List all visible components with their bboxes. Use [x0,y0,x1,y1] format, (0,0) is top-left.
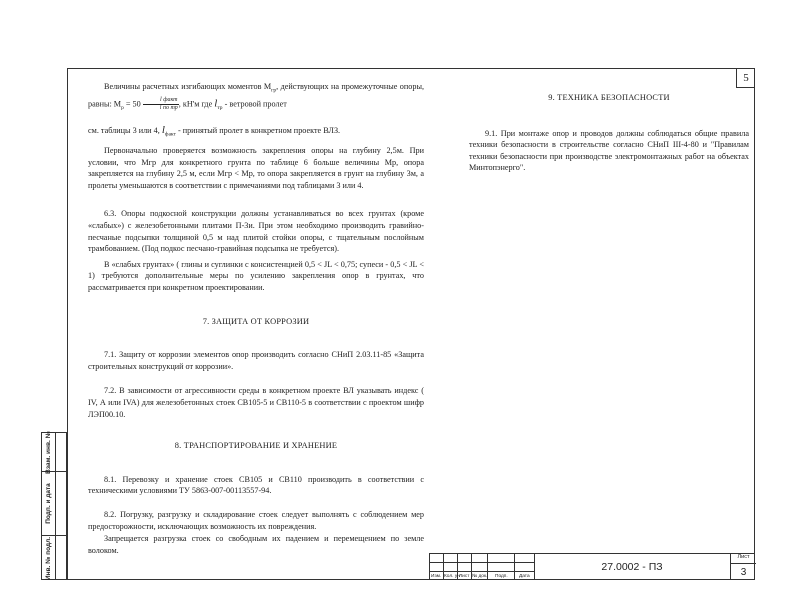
formula-fraction [143,97,179,112]
paragraph-moments [88,81,424,115]
grid-col-label: Дата [519,574,530,579]
title-block-grid [429,553,535,580]
side-stamp-cell-podp [42,471,55,536]
heading-section-8: 8. ТРАНСПОРТИРОВАНИЕ И ХРАНЕНИЕ [174,441,338,451]
subscript: гр [271,87,277,94]
side-stamp-value-podp [55,471,68,536]
grid-col-label: Кол. уч [444,574,460,579]
formula-symbol: l [161,123,165,136]
title-block [429,553,755,580]
grid-col-label: № док. [472,574,488,579]
sheet-label: Лист [737,554,750,560]
paragraph-8-1: 8.1. Перевозку и хранение стоек СВ105 и СВ110 производить в соответствии с техническими условиями ТУ 5863-007-00113557-94. [88,474,424,496]
fraction-numerator: l факт [143,97,179,105]
side-stamp-inv-label: Инв. № подл. [45,536,53,580]
paragraph-7-2: 7.2. В зависимости от агрессивности среды в конкретном проекте ВЛ указывать индекс ( IV, А или IVA) для железобетонных стоек СВ105-5 и СВ110-5 в соответствии с проектом шифр ЛЭП00.10. [88,386,424,419]
text-fragment: = 50 [123,99,141,109]
text-fragment: - ветровой пролет [224,99,287,109]
grid-col-doc [472,553,488,580]
paragraph-weak-soils: В «слабых грунтах» ( глины и суглинки с консистенцией 0,5 < JL < 0,75; супеси - 0,5 < JL < 1) требуются дополнительные меры по усилению закрепления опор в грунтах, что рассматривается при конкретном проектировании. [88,259,424,293]
subscript: тр [217,105,223,112]
text-fragment: Величины расчетных изгибающих моментов М [104,82,272,91]
sheet-number: 3 [731,563,756,581]
right-column [469,92,749,174]
text-fragment: см. таблицы 3 или 4, [88,125,160,135]
text-fragment: - принятый пролет в конкретном проекте ВЛЗ. [177,125,341,135]
side-stamp-labels [42,430,56,580]
subscript: факт [164,131,176,138]
grid-col-kol [444,553,458,580]
text-fragment: , действующих на промежуточные опоры, равны: М [88,82,424,109]
side-stamp-cell-inv [42,535,55,581]
page-number: 5 [736,68,755,88]
side-stamp-values [55,433,68,579]
grid-col-izm [430,553,444,580]
grid-col-label: Подп. [495,574,508,579]
grid-col-list [458,553,472,580]
paragraph-span-note [88,125,424,141]
paragraph-7-1: 7.1. Защиту от коррозии элементов опор производить согласно СНиП 2.03.11-85 «Защита строительных конструкций от коррозии». [88,350,424,371]
grid-col-data [515,553,535,580]
sheet-box [730,553,756,580]
document-code: 27.0002 - ПЗ [534,553,729,580]
side-stamp-podp-label: Подп. и дата [45,482,52,524]
left-column [88,78,424,556]
heading-section-7: 7. ЗАЩИТА ОТ КОРРОЗИИ [202,316,310,326]
formula-symbol: l [214,97,218,110]
paragraph-9-1: 9.1. При монтаже опор и проводов должны соблюдаться общие правила техники безопасности в строительстве согласно СНиП III-4-80 и "Правилам техники безопасности при производстве электромонтажных работ на объектах Минтопэнерго". [469,128,749,173]
grid-col-podp [488,553,515,580]
grid-col-label: Лист [459,574,470,579]
side-stamp-cell-vzam [42,430,55,474]
grid-col-label: Изм. [431,574,442,579]
subscript: р [121,105,124,112]
heading-section-9: 9. ТЕХНИКА БЕЗОПАСНОСТИ [548,93,670,102]
fraction-denominator: l по тр [159,105,178,112]
paragraph-fixing: Первоначально проверяется возможность закрепления опоры на глубину 2,5м. При условии, что Мгр для конкретного грунта по таблице 6 больше величины Мр, опора закрепляется на глубину 2,5 м, если Мгр < Мр, то опора закрепляется в грунт на глубину 3м, а пролеты уменьшаются в соответствии с примечаниями под таблицами 3 или 4. [88,146,424,190]
side-stamp [41,432,67,580]
paragraph-6-3: 6.3. Опоры подкосной конструкции должны устанавливаться во всех грунтах (кроме «слабых») с железобетонными плитами П-3и. При этом необходимо производить гравийно-песчаные подсыпки толщиной 0,5 м над плитой стойки опоры, с тщательным послойным трамбованием. (Под подкос песчано-гравийная подсыпка не требуется). [88,209,424,254]
paragraph-8-3: Запрещается разгрузка стоек со свободным их падением и перемещением по земле волоком. [88,534,424,555]
side-stamp-value-vzam [55,433,68,472]
side-stamp-vzam-label: Взам. инв. № [45,430,52,474]
text-fragment: , кН'м где [178,99,213,109]
paragraph-8-2: 8.2. Погрузку, разгрузку и складирование стоек следует выполнять с соблюдением мер предосторожности, исключающих возможность их повреждения. [88,509,424,531]
